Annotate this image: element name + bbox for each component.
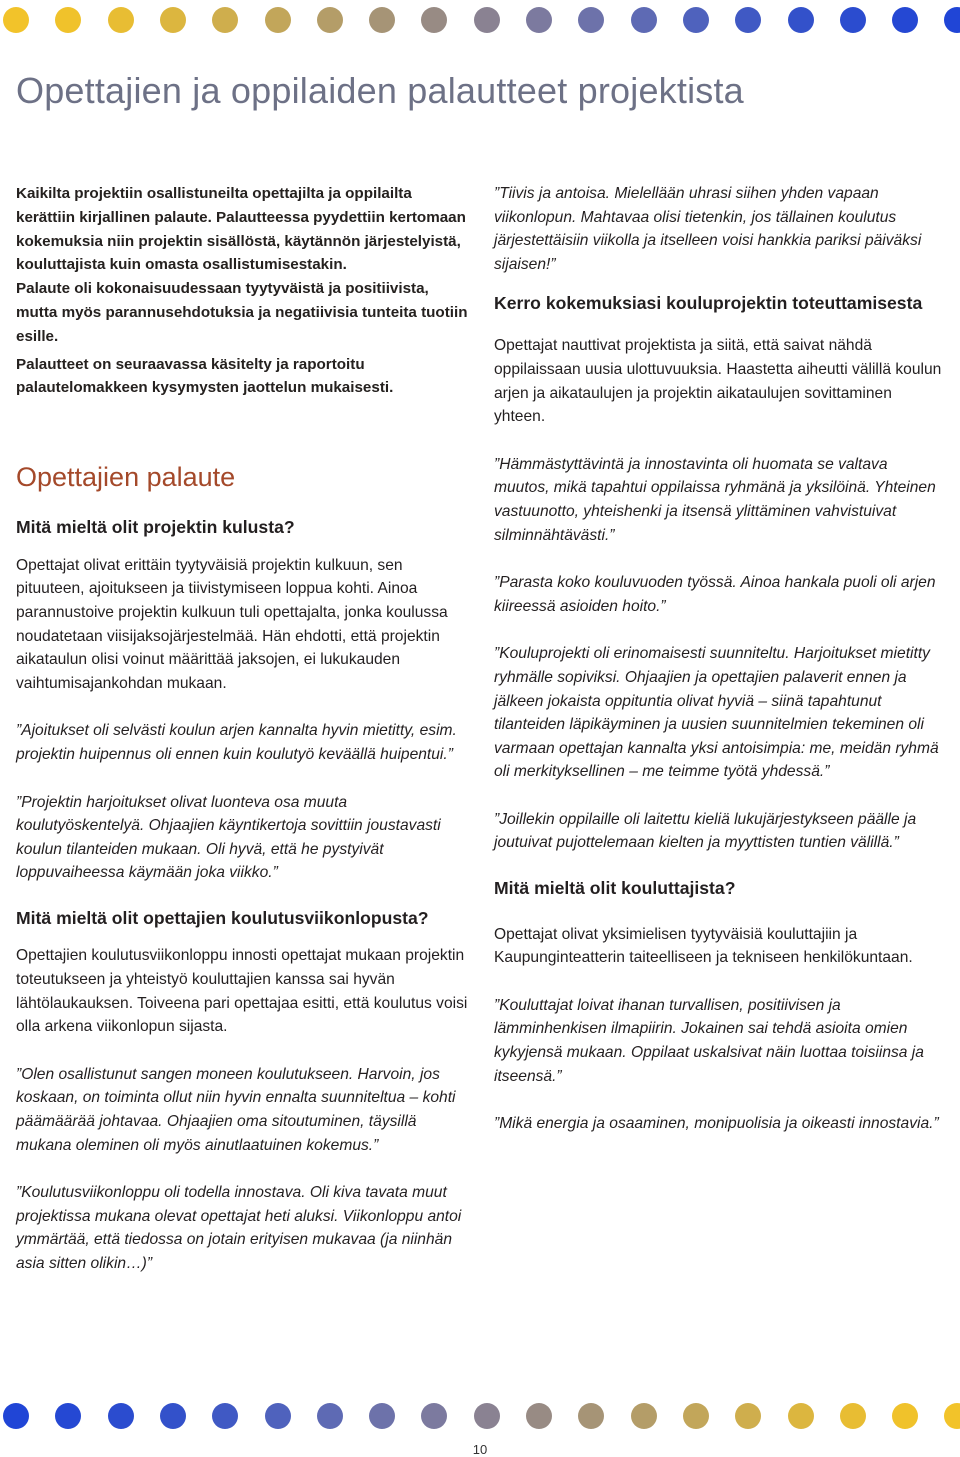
quote: ”Kouluttajat loivat ihanan turvallisen, positiivisen ja lämminhenkisen ilmapiirin. Jokainen sai tehdä asioita omien kykyjensä mukaan. Oppilaat uskalsivat näin luottaa toisiinsa ja itseensä.” [494,996,924,1085]
decorative-dot [735,1403,761,1429]
decorative-dot [788,1403,814,1429]
quote: ”Koulutusviikonloppu oli todella innostava. Oli kiva tavata muut projektissa mukana olevat opettajat heti aluksi. Viikonloppu antoi ymmärtää, että tiedossa on jotain erityisen mukavaa (ja niinhän asia sitten olikin…)” [16,1184,462,1273]
page-number: 10 [472,1442,488,1457]
decorative-dot [108,1403,134,1429]
decorative-dot [892,1403,918,1429]
decorative-dot [108,7,134,33]
decorative-dot [526,1403,552,1429]
decorative-dot [840,7,866,33]
question-heading-experiences: Kerro kokemuksiasi kouluprojektin toteuttamisesta [494,293,923,314]
decorative-dot [683,7,709,33]
decorative-dot [944,7,960,33]
question-heading-trainers: Mitä mieltä olit kouluttajista? [494,878,736,899]
decorative-dot [526,7,552,33]
body-paragraph: Opettajat olivat erittäin tyytyväisiä projektin kulkuun, sen pituuteen, ajoitukseen ja tiivistymiseen loppua kohti. Ainoa parannustoive projektin kulkuun tuli opettajalta, jonka koulussa noudatetaan viisijaksojärjestelmää. Hän ehdotti, että projektin aikataulun olisi voinut määrittää jaksojen, ei lukukauden vaihtumisajankohdan mukaan. [16,556,448,692]
decorative-dot-row-top [0,5,960,35]
quote: ”Kouluprojekti oli erinomaisesti suunniteltu. Harjoitukset mietitty ryhmälle sopiviksi. Ohjaajien ja opettajien palaverit ennen ja jälkeen jokaista oppituntia olivat hyviä – siinä tapahtunut tilanteiden läpikäyminen ja uusien suunnitelmien tekeminen oli varmaan opettajan kannalta yksi antoisimpia: me, meidän ryhmä oli merkityksellinen – me teimme työtä yhdessä.” [494,645,939,781]
decorative-dot [3,1403,29,1429]
quote: ”Olen osallistunut sangen moneen koulutukseen. Harvoin, jos koskaan, on toiminta ollut niin hyvin ennalta suunniteltua – kohti päämäärää johtavaa. Ohjaajien oma sitoutuminen, täysillä mukana oleminen oli myös ainutlaatuinen kokemus.” [16,1065,456,1154]
decorative-dot [578,1403,604,1429]
question-heading-project-flow: Mitä mieltä olit projektin kulusta? [16,517,295,538]
decorative-dot [212,7,238,33]
quote: ”Mikä energia ja osaaminen, monipuolisia ja oikeasti innostavia.” [494,1115,939,1133]
left-column [16,182,468,1276]
decorative-dot [160,1403,186,1429]
intro-paragraph-1: Kaikilta projektiin osallistuneilta opettajilta ja oppilailta kerättiin kirjallinen palaute. Palautteessa pyydettiin kertomaan kokemuksia niin projektin sisällöstä, käytännön järjestelyistä, kouluttajista kuin omasta osallistumisestakin. [16,185,466,274]
body-paragraph: Opettajat olivat yksimielisen tyytyväisiä kouluttajiin ja Kaupunginteatterin taiteelliseen ja tekniseen henkilökuntaan. [494,925,913,967]
decorative-dot [369,1403,395,1429]
decorative-dot [421,1403,447,1429]
decorative-dot [317,1403,343,1429]
decorative-dot [160,7,186,33]
decorative-dot [578,7,604,33]
decorative-dot [474,1403,500,1429]
decorative-dot [840,1403,866,1429]
quote-continued: ”Tiivis ja antoisa. Mielellään uhrasi siihen yhden vapaan viikonlopun. Mahtavaa olisi tietenkin, jos tällainen koulutus järjestettäisiin viikolla ja itselleen voisi hankkia pariksi päiväksi sijaisen!” [494,185,922,273]
decorative-dot [735,7,761,33]
decorative-dot [683,1403,709,1429]
decorative-dot [788,7,814,33]
decorative-dot [3,7,29,33]
intro-paragraph-2: Palaute oli kokonaisuudessaan tyytyväistä ja positiivista, mutta myös parannusehdotuksia ja negatiivisia tunteita tuotiin esille. [16,280,468,345]
decorative-dot [631,1403,657,1429]
decorative-dot [944,1403,960,1429]
decorative-dot [421,7,447,33]
decorative-dot [474,7,500,33]
quote: ”Joillekin oppilaille oli laitettu kieliä lukujärjestykseen päälle ja joutuivat pujottelemaan kielten ja myyttisten tuntien välillä.” [494,810,917,852]
intro-paragraph-3: Palautteet on seuraavassa käsitelty ja raportoitu palautelomakkeen kysymysten jaottelun mukaisesti. [16,355,394,397]
decorative-dot [212,1403,238,1429]
decorative-dot [265,1403,291,1429]
body-paragraph: Opettajien koulutusviikonloppu innosti opettajat mukaan projektin toteutukseen ja yhteistyö kouluttajien kanssa sai hyvän lähtölaukauksen. Toiveena pari opettajaa esitti, että koulutus voisi olla arkena viikonlopun sijasta. [16,947,468,1036]
quote: ”Hämmästyttävintä ja innostavinta oli huomata se valtava muutos, mikä tapahtui oppilaissa ryhmänä ja yksilöinä. Yhteinen vastuunotto, yhteishenki ja itsensä ylittäminen vahvistuivat silminnähtävästi.” [494,455,936,544]
body-paragraph: Opettajat nauttivat projektista ja siitä, että saivat nähdä oppilaissaan uusia ulottuvuuksia. Haastetta aiheutti välillä koulun arjen ja aikataulujen ja projektin aikataulujen sovittaminen yhteen. [494,337,942,426]
decorative-dot [55,1403,81,1429]
question-heading-training-weekend: Mitä mieltä olit opettajien koulutusviikonlopusta? [16,907,429,928]
decorative-dot [265,7,291,33]
right-column [494,182,946,1136]
quote: ”Ajoitukset oli selvästi koulun arjen kannalta hyvin mietitty, esim. projektin huipennus oli ennen kuin koulutyö keväällä huipentui.” [16,722,457,763]
page-title: Opettajien ja oppilaiden palautteet projektista [16,70,744,111]
quote: ”Parasta koko kouluvuoden työssä. Ainoa hankala puoli oli arjen kiireessä asioiden hoito.” [494,574,936,615]
decorative-dot-row-bottom [0,1401,960,1431]
section-heading-teachers-feedback: Opettajien palaute [16,462,236,493]
decorative-dot [55,7,81,33]
decorative-dot [892,7,918,33]
decorative-dot [317,7,343,33]
quote: ”Projektin harjoitukset olivat luonteva osa muuta koulutyöskentelyä. Ohjaajien käyntikertoja sovittiin joustavasti koulun tilanteiden mukaan. Oli hyvä, että he pystyivät loppuvaiheessa käymään joka viikko.” [16,793,441,882]
decorative-dot [631,7,657,33]
decorative-dot [369,7,395,33]
